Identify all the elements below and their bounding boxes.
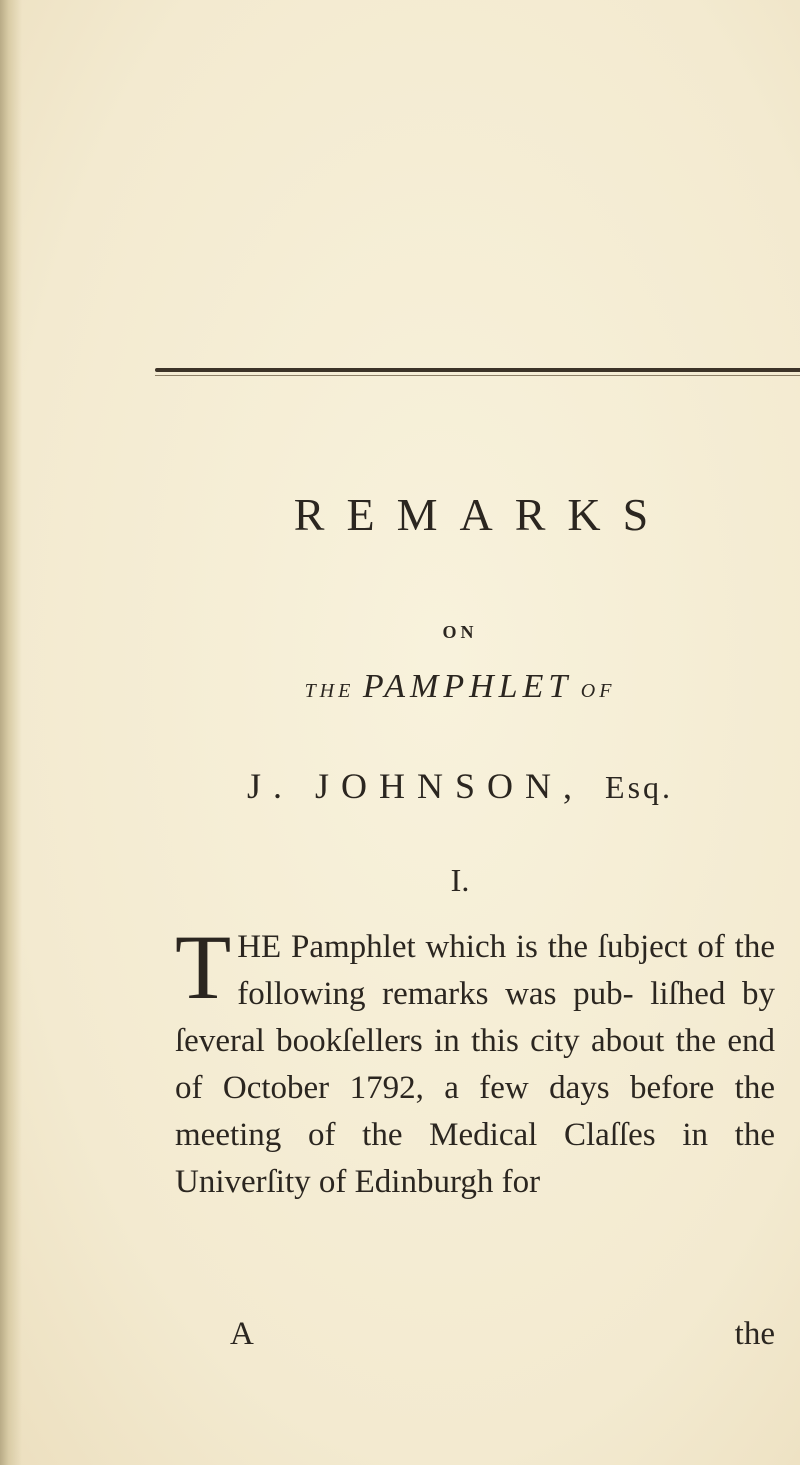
signature-mark: A	[230, 1316, 254, 1352]
catchword: the	[734, 1316, 775, 1352]
top-rule	[155, 368, 800, 372]
body-paragraph	[175, 916, 775, 1206]
heading-on: ON	[442, 622, 478, 642]
author-line	[160, 765, 760, 807]
drop-cap: T	[175, 916, 232, 1018]
heading-the: THE	[304, 680, 355, 702]
top-rule-thin	[155, 375, 800, 376]
section-number: I.	[450, 862, 470, 898]
heading-pamphlet: PAMPHLET	[362, 668, 573, 705]
author-name: J. JOHNSON,	[246, 766, 585, 806]
heading-of: OF	[580, 680, 616, 702]
heading-pamphlet-line	[160, 668, 760, 706]
body-text: HE Pamphlet which is the ſubject of the following remarks was pub- liſhed by ſeveral bookſellers in this city about the end of October 1792, a few days before the meeting of the Medical Claſſes in the Univerſity of Edinburgh for	[175, 929, 775, 1200]
heading-remarks: REMARKS	[293, 489, 671, 540]
gutter-shadow	[0, 0, 22, 1465]
author-esq: Esq.	[605, 769, 674, 805]
